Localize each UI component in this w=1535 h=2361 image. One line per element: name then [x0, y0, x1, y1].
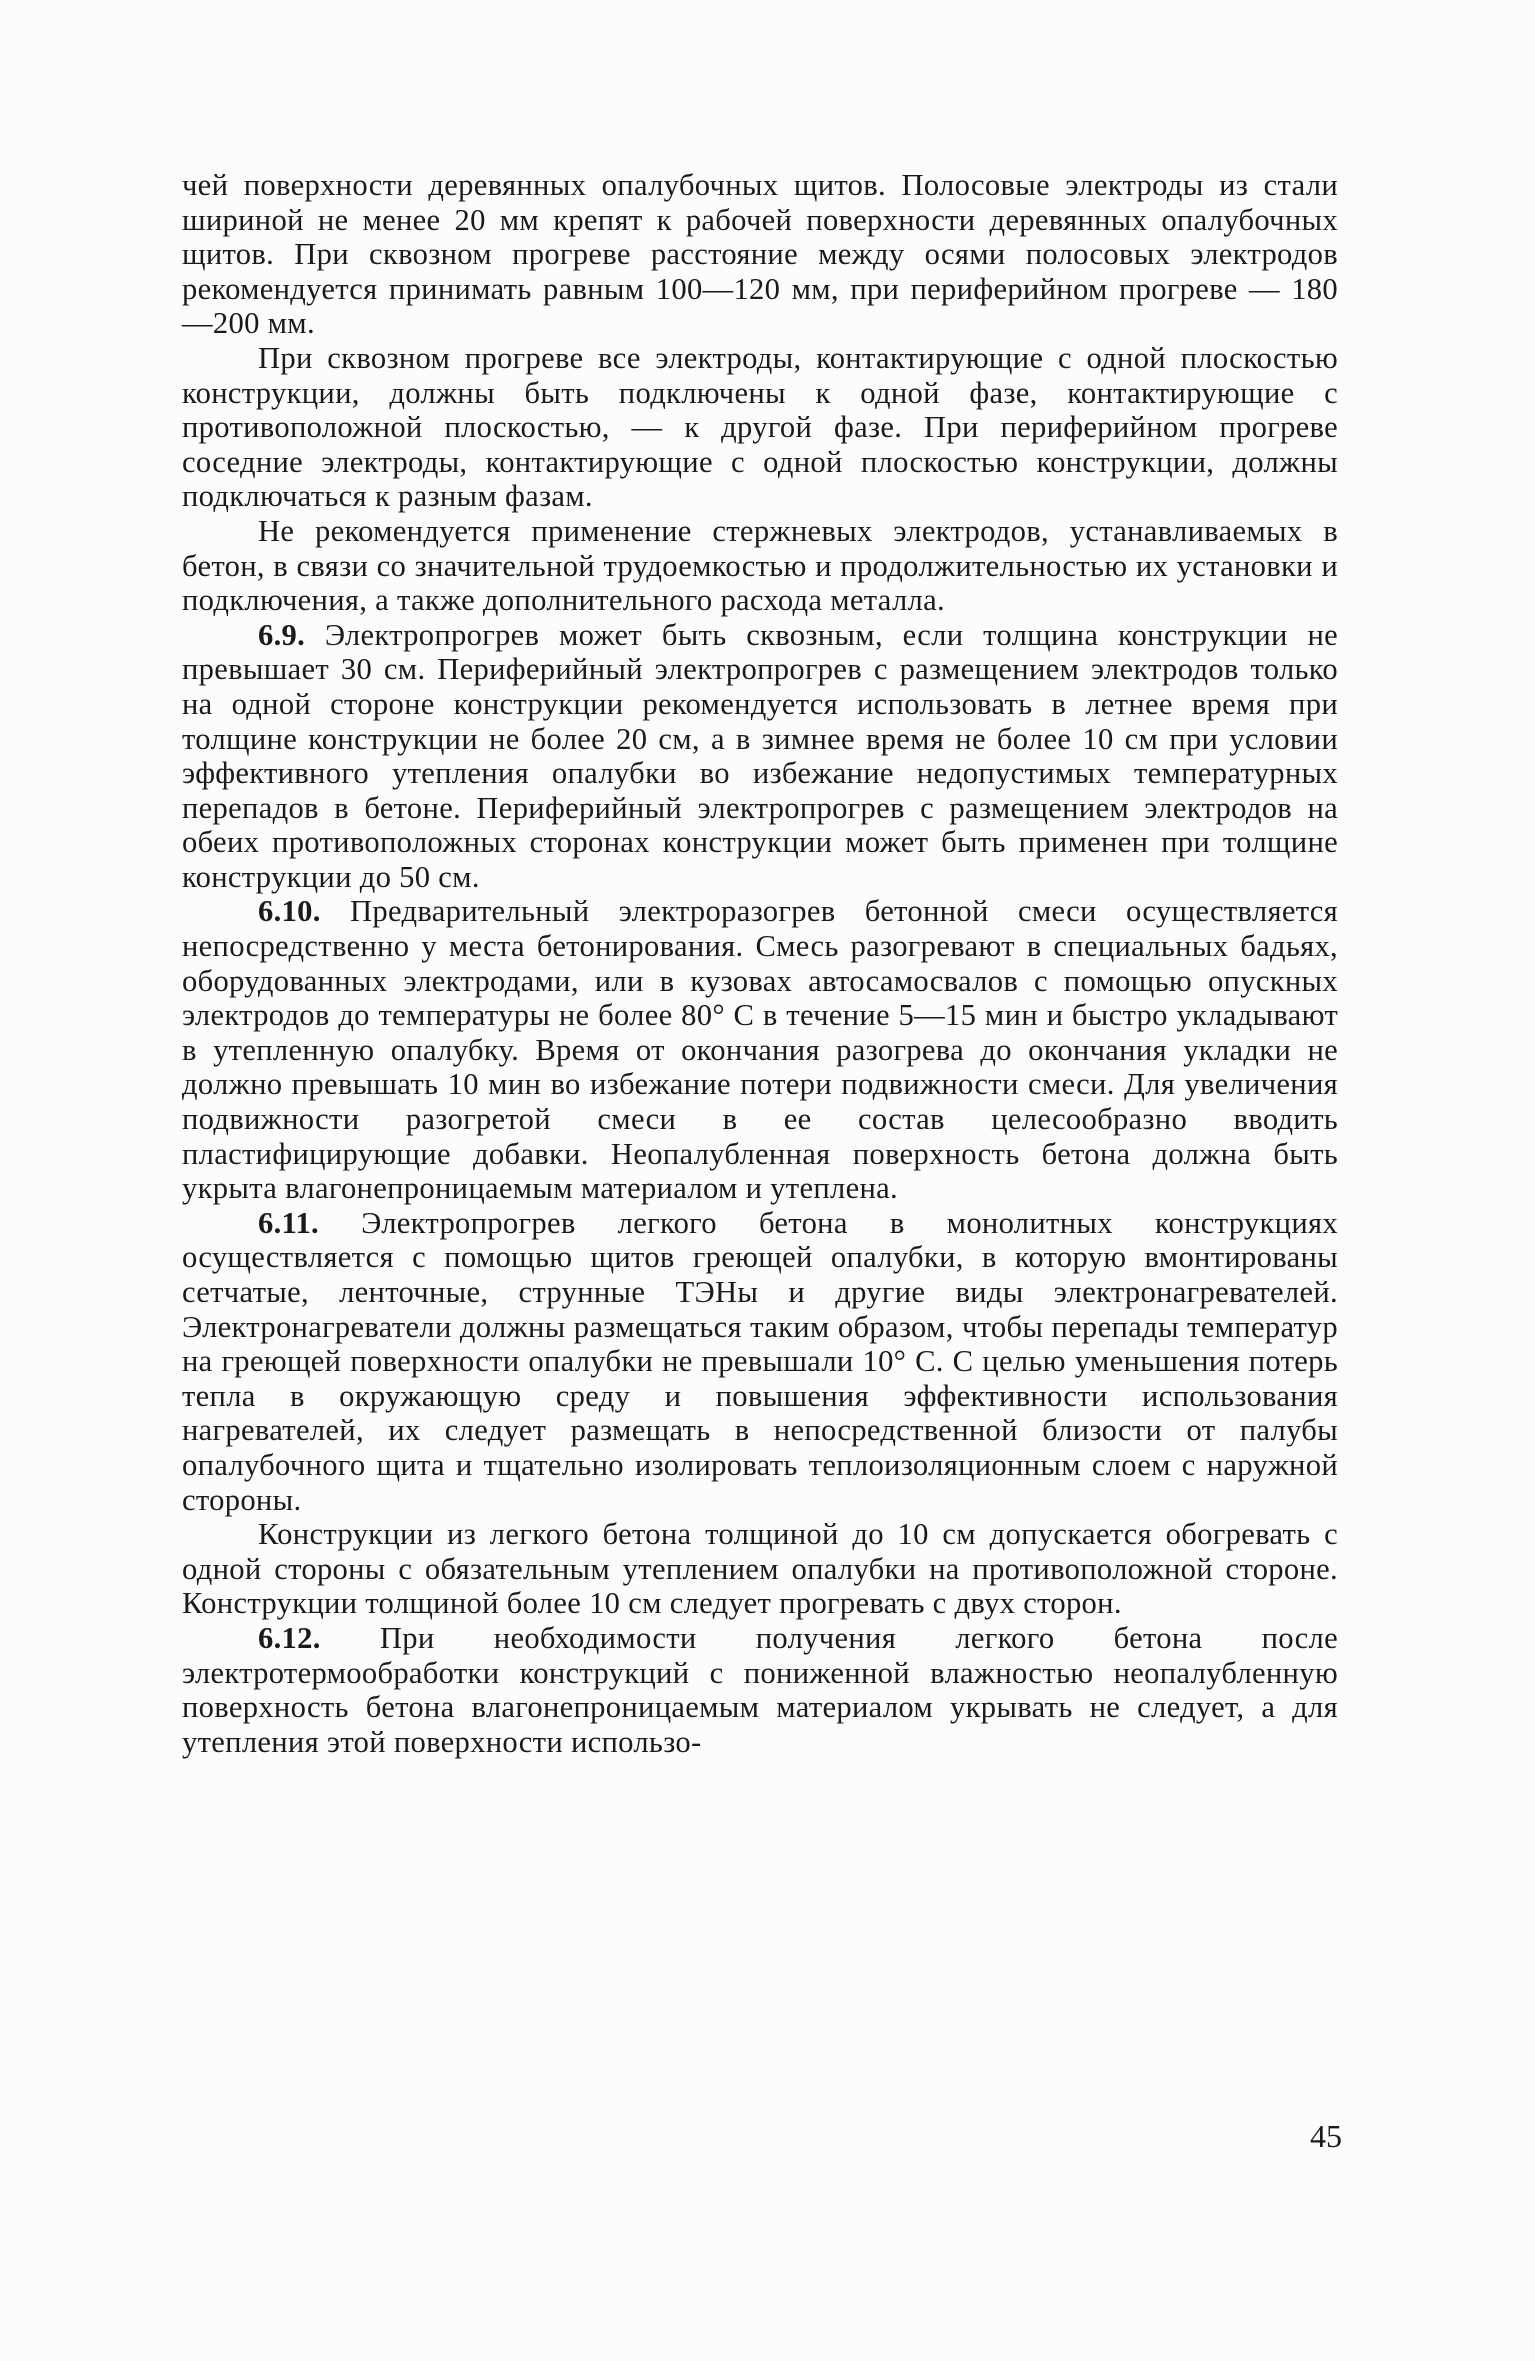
body-text [182, 168, 1338, 1759]
section-6-9 [182, 618, 1338, 895]
paragraph-electrodes-continuation [182, 168, 1338, 341]
paragraph-light-concrete-heating [182, 1517, 1338, 1621]
section-number: 6.9. [258, 617, 306, 652]
section-number: 6.11. [258, 1205, 319, 1240]
section-6-10 [182, 894, 1338, 1205]
section-number: 6.12. [258, 1620, 321, 1655]
section-6-11 [182, 1206, 1338, 1517]
paragraph-text: Предварительный электроразогрев бетонной смеси осуществляется непосредственно у места бетонирования. Смесь разогревают в специальных бадьях, оборудованных электродами, или в кузовах автосамосвалов с помощью опускных электродов до температуры не более 80° С в течение 5—15 мин и быстро укладывают в утепленную опалубку. Время от окончания разогрева до окончания укладки не должно превышать 10 мин во избежание потери подвижности смеси. Для увеличения подвижности разогретой смеси в ее состав целесообразно вводить пластифицирующие добавки. Неопалубленная поверхность бетона должна быть укрыта влагонепроницаемым материалом и утеплена. [182, 894, 1338, 1206]
paragraph-text: Не рекомендуется применение стержневых электродов, устанавливаемых в бетон, в связи со значительной трудоемкостью и продолжительностью их установки и подключения, а также дополнительного расхода металла. [182, 513, 1338, 618]
paragraph-rod-electrodes [182, 514, 1338, 618]
section-number: 6.10. [258, 894, 321, 929]
paragraph-text: Электропрогрев легкого бетона в монолитных конструкциях осуществляется с помощью щитов греющей опалубки, в которую вмонтированы сетчатые, ленточные, струнные ТЭНы и другие виды электронагревателей. Электронагреватели должны размещаться таким образом, чтобы перепады температур на греющей поверхности опалубки не превышали 10° С. С целью уменьшения потерь тепла в окружающую среду и повышения эффективности использования нагревателей, их следует размещать в непосредственной близости от палубы опалубочного щита и тщательно изолировать теплоизоляционным слоем с наружной стороны. [182, 1205, 1338, 1517]
paragraph-text: чей поверхности деревянных опалубочных щитов. Полосовые электроды из стали шириной не менее 20 мм крепят к рабочей поверхности деревянных опалубочных щитов. При сквозном прогреве расстояние между осями полосовых электродов рекомендуется принимать равным 100—120 мм, при периферийном прогреве — 180—200 мм. [182, 168, 1338, 341]
section-6-12 [182, 1621, 1338, 1759]
paragraph-text: При сквозном прогреве все электроды, контактирующие с одной плоскостью конструкции, должны быть подключены к одной фазе, контактирующие с противоположной плоскостью, — к другой фазе. При периферийном прогреве соседние электроды, контактирующие с одной плоскостью конструкции, должны подключаться к разным фазам. [182, 340, 1338, 514]
paragraph-through-heating-phases [182, 341, 1338, 514]
page-number: 45 [1310, 2118, 1342, 2154]
paragraph-text: Конструкции из легкого бетона толщиной до 10 см допускается обогревать с одной стороны с обязательным утеплением опалубки на противоположной стороне. Конструкции толщиной более 10 см следует прогревать с двух сторон. [182, 1517, 1338, 1621]
paragraph-text: Электропрогрев может быть сквозным, если толщина конструкции не превышает 30 см. Периферийный электропрогрев с размещением электродов только на одной стороне конструкции рекомендуется использовать в летнее время при толщине конструкции не более 20 см, а в зимнее время не более 10 см при условии эффективного утепления опалубки во избежание недопустимых температурных перепадов в бетоне. Периферийный электропрогрев с размещением электродов на обеих противоположных сторонах конструкции может быть применен при толщине конструкции до 50 см. [182, 617, 1338, 894]
paragraph-text: При необходимости получения легкого бетона после электротермообработки конструкций с пониженной влажностью неопалубленную поверхность бетона влагонепроницаемым материалом укрывать не следует, а для утепления этой поверхности использо- [182, 1620, 1338, 1759]
